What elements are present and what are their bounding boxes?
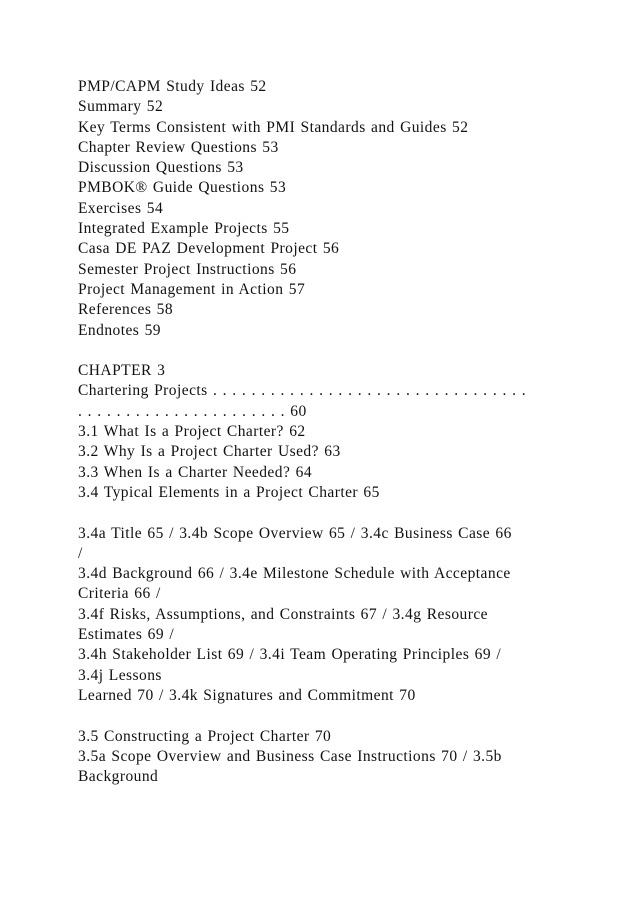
toc-line: 3.4 Typical Elements in a Project Charter 65 [78,483,380,501]
toc-line: Casa DE PAZ Development Project 56 [78,240,340,258]
document-page [78,77,618,787]
toc-line: Discussion Questions 53 [78,159,244,177]
toc-line: Endnotes 59 [78,321,162,339]
toc-subsection-line: 3.4f Risks, Assumptions, and Constraints 67 / 3.4g Resource [78,605,488,623]
toc-line: 3.5 Constructing a Project Charter 70 [78,727,332,745]
toc-line: Project Management in Action 57 [78,280,306,298]
toc-line: PMBOK® Guide Questions 53 [78,179,287,197]
toc-subsection-line: 3.4j Lessons [78,666,162,684]
chapter-title-dots: . . . . . . . . . . . . . . . . . . . . . . 60 [78,402,307,420]
blank-line [78,341,618,361]
toc-subsection-line: Background [78,768,159,786]
toc-subsection-line: 3.5a Scope Overview and Business Case Instructions 70 / 3.5b [78,747,502,765]
blank-line [78,503,618,523]
blank-line [78,706,618,726]
toc-line: Integrated Example Projects 55 [78,220,290,238]
toc-subsection-line: 3.4h Stakeholder List 69 / 3.4i Team Operating Principles 69 / [78,646,502,664]
toc-line: References 58 [78,301,174,319]
toc-line: 3.2 Why Is a Project Charter Used? 63 [78,443,341,461]
toc-subsection-line: Estimates 69 / [78,626,175,644]
toc-line: Chapter Review Questions 53 [78,138,279,156]
toc-line: Key Terms Consistent with PMI Standards and Guides 52 [78,118,469,136]
toc-line: Exercises 54 [78,199,164,217]
toc-line: PMP/CAPM Study Ideas 52 [78,78,267,95]
toc-line: Summary 52 [78,98,164,116]
toc-line: Semester Project Instructions 56 [78,260,297,278]
toc-line: 3.3 When Is a Charter Needed? 64 [78,463,313,481]
toc-subsection-line: / [78,544,83,562]
toc-subsection-line: 3.4a Title 65 / 3.4b Scope Overview 65 / 3.4c Business Case 66 [78,524,512,542]
toc-subsection-line: Criteria 66 / [78,585,161,603]
chapter-heading: CHAPTER 3 [78,362,166,380]
chapter-title-line: Chartering Projects . . . . . . . . . . . . . . . . . . . . . . . . . . . . . . . . . [78,382,527,400]
toc-line: 3.1 What Is a Project Charter? 62 [78,423,306,441]
toc-subsection-line: 3.4d Background 66 / 3.4e Milestone Schedule with Acceptance [78,565,511,583]
toc-subsection-line: Learned 70 / 3.4k Signatures and Commitment 70 [78,686,416,704]
